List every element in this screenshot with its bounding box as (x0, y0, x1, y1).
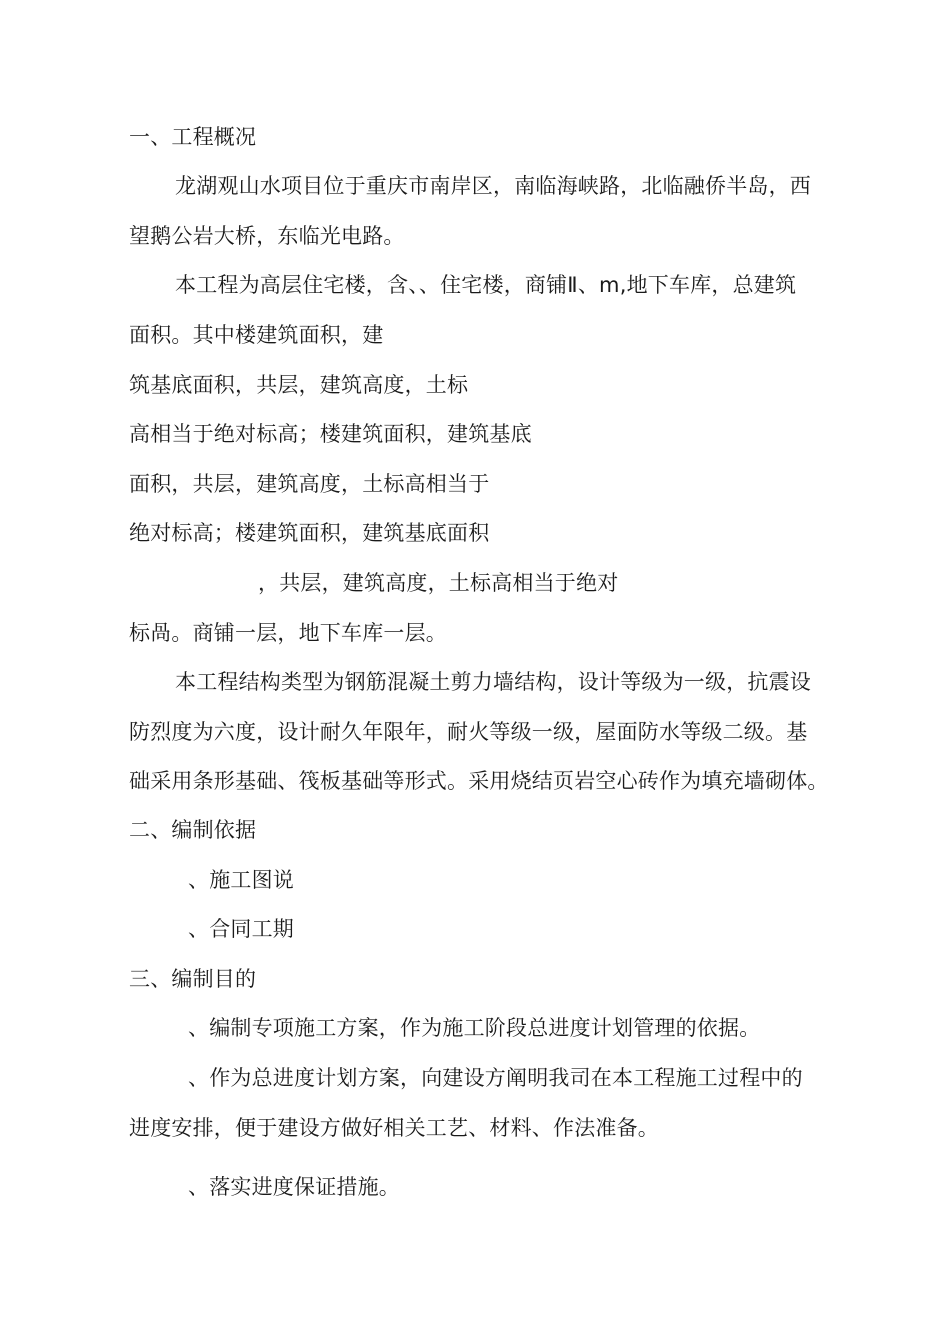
paragraph-line: 筑基底面积，共层，建筑高度，土标 (129, 373, 469, 397)
section-heading-purpose: 三、编制目的 (129, 967, 257, 991)
paragraph-line: 面积，共层，建筑高度，土标高相当于 (129, 472, 490, 496)
list-item: 、落实进度保证措施。 (188, 1175, 400, 1199)
list-item: 、施工图说 (188, 868, 294, 892)
paragraph-line: 面积。其中楼建筑面积，建 (129, 323, 384, 347)
paragraph-line: 标咼。商铺一层，地下车库一层。 (129, 621, 447, 645)
section-heading-overview: 一、工程概况 (129, 125, 257, 149)
section-heading-basis: 二、编制依据 (129, 818, 257, 842)
paragraph-line: 防烈度为六度，设计耐久年限年，耐火等级一级，屋面防水等级二级。基 (129, 720, 808, 744)
paragraph-line: 进度安排，便于建设方做好相关工艺、材料、作法准备。 (129, 1116, 659, 1140)
paragraph-line: 本工程为高层住宅楼，含、、住宅楼，商铺Ⅱ、m,地下车库，总建筑 (175, 273, 797, 297)
paragraph-line: 龙湖观山水项目位于重庆市南岸区，南临海峡路，北临融侨半岛，西 (175, 174, 811, 198)
paragraph-line: 望鹅公岩大桥，东临光电路。 (129, 224, 405, 248)
paragraph-line: 本工程结构类型为钢筋混凝土剪力墙结构，设计等级为一级，抗震设 (175, 670, 811, 694)
list-item: 、作为总进度计划方案，向建设方阐明我司在本工程施工过程中的 (188, 1066, 803, 1090)
list-item: 、合同工期 (188, 917, 294, 941)
paragraph-line: 绝对标高；楼建筑面积，建筑基底面积 (129, 521, 490, 545)
paragraph-line: ，共层，建筑高度，土标高相当于绝对 (258, 571, 619, 595)
list-item: 、编制专项施工方案，作为施工阶段总进度计划管理的依据。 (188, 1016, 761, 1040)
paragraph-line: 础采用条形基础、筏板基础等形式。采用烧结页岩空心砖作为填充墙砌体。 (129, 769, 829, 793)
paragraph-line: 高相当于绝对标高；楼建筑面积，建筑基底 (129, 422, 532, 446)
